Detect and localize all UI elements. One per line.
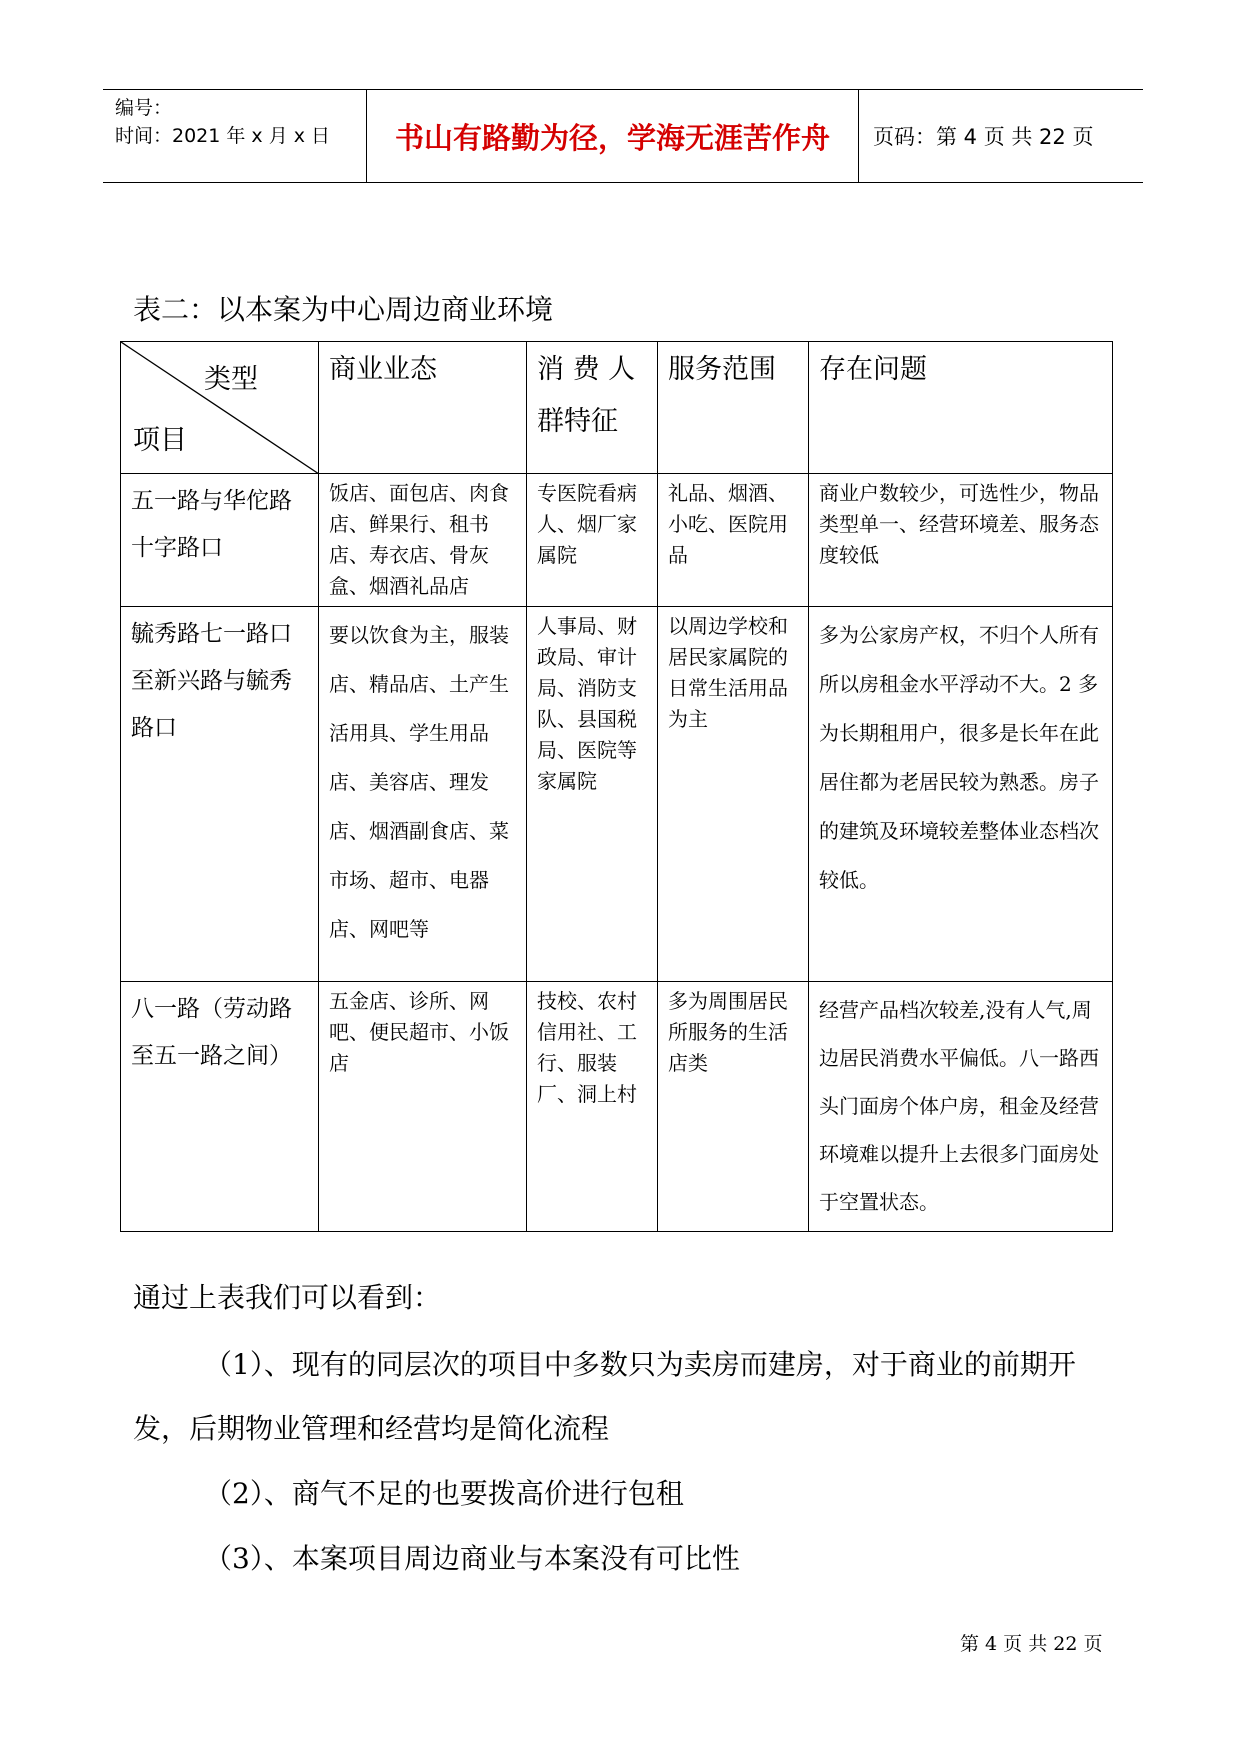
row-service: 礼品、烟酒、小吃、医院用品 (658, 474, 809, 607)
summary-point-2: （2）、商气不足的也要拨高价进行包租 (204, 1477, 684, 1510)
table-row (121, 982, 1113, 1232)
header-time: 时间：2021 年 x 月 x 日 (115, 125, 331, 147)
table-row (121, 607, 1113, 982)
header-page-number: 页码：第 4 页 共 22 页 (873, 125, 1094, 149)
header-consumer-traits: 消 费 人群特征 (527, 342, 658, 474)
summary-point-1-line-2: 发，后期物业管理和经营均是简化流程 (133, 1412, 610, 1445)
header-number: 编号： (115, 97, 173, 119)
row-consumers: 技校、农村信用社、工行、服装厂、洞上村 (527, 982, 658, 1232)
row-service: 以周边学校和居民家属院的日常生活用品为主 (658, 607, 809, 982)
row-business: 要以饮食为主，服装店、精品店、土产生活用具、学生用品店、美容店、理发店、烟酒副食店、菜市场、超市、电器店、网吧等 (319, 607, 527, 982)
business-environment-table (120, 341, 1113, 1232)
table-row (121, 474, 1113, 607)
diagonal-header-cell (121, 342, 319, 474)
row-business: 五金店、诊所、网吧、便民超市、小饭店 (319, 982, 527, 1232)
summary-point-1-line-1: （1）、现有的同层次的项目中多数只为卖房而建房，对于商业的前期开 (204, 1348, 1076, 1381)
header-meta (103, 90, 367, 182)
row-service: 多为周围居民所服务的生活店类 (658, 982, 809, 1232)
page-header (103, 89, 1143, 183)
header-project: 项目 (133, 425, 187, 456)
row-problems: 多为公家房产权，不归个人所有所以房租金水平浮动不大。2 多为长期租用户，很多是长年在此居住都为老居民较为熟悉。房子的建筑及环境较差整体业态档次较低。 (809, 607, 1113, 982)
table-caption: 表二：以本案为中心周边商业环境 (133, 293, 554, 326)
summary-intro: 通过上表我们可以看到： (133, 1281, 442, 1314)
row-consumers: 专医院看病人、烟厂家属院 (527, 474, 658, 607)
row-project: 毓秀路七一路口至新兴路与毓秀路口 (121, 607, 319, 982)
row-problems: 商业户数较少，可选性少，物品类型单一、经营环境差、服务态度较低 (809, 474, 1113, 607)
header-business-format: 商业业态 (319, 342, 527, 474)
table-header-row (121, 342, 1113, 474)
page-footer: 第 4 页 共 22 页 (960, 1633, 1103, 1655)
header-motto: 书山有路勤为径，学海无涯苦作舟 (367, 90, 859, 182)
row-business: 饭店、面包店、肉食店、鲜果行、租书店、寿衣店、骨灰盒、烟酒礼品店 (319, 474, 527, 607)
row-problems: 经营产品档次较差,没有人气,周边居民消费水平偏低。八一路西头门面房个体户房，租金及经营环境难以提升上去很多门面房处于空置状态。 (809, 982, 1113, 1232)
header-type: 类型 (204, 364, 258, 395)
summary-point-3: （3）、本案项目周边商业与本案没有可比性 (204, 1542, 740, 1575)
row-consumers: 人事局、财政局、审计局、消防支队、县国税局、医院等家属院 (527, 607, 658, 982)
header-service-scope: 服务范围 (658, 342, 809, 474)
row-project: 八一路（劳动路至五一路之间） (121, 982, 319, 1232)
row-project: 五一路与华佗路十字路口 (121, 474, 319, 607)
header-problems: 存在问题 (809, 342, 1113, 474)
